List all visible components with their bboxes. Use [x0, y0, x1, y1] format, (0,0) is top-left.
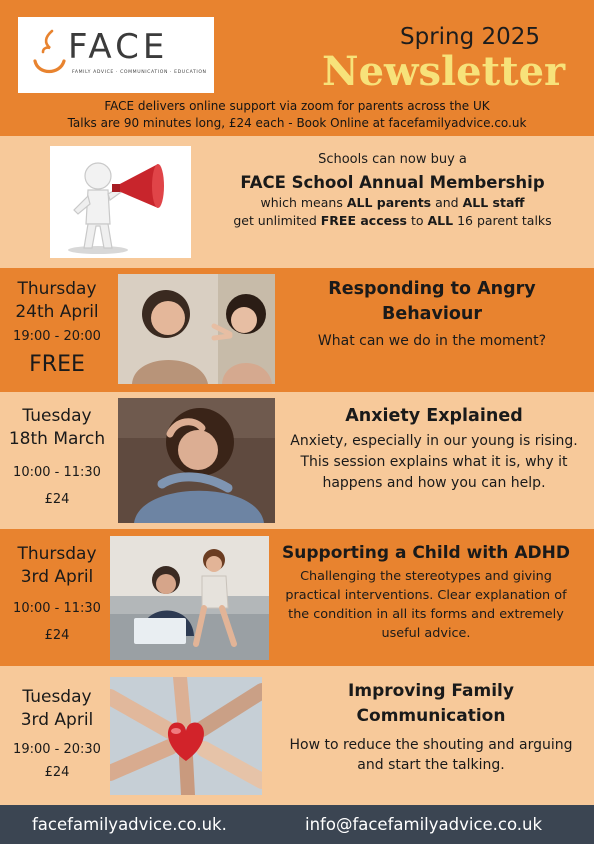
logo-wordmark: FACE [68, 27, 169, 67]
event-angry-behaviour [0, 268, 594, 392]
face-logo-icon [30, 27, 70, 87]
event-title: Supporting a Child with ADHD [282, 543, 570, 563]
megaphone-figure-image [50, 146, 191, 258]
event-title: Improving Family Communication [348, 681, 514, 726]
event-date-block [0, 278, 114, 377]
event-date-block [0, 543, 114, 643]
event-title: Responding to Angry Behaviour [328, 279, 536, 324]
event-time: 10:00 - 11:30 [13, 601, 101, 616]
event-price: FREE [29, 352, 85, 377]
event-description: How to reduce the shouting and arguing and start the talking. [289, 737, 573, 773]
angry-child-photo [118, 274, 275, 384]
event-time: 19:00 - 20:00 [13, 329, 101, 344]
event-copy [284, 406, 584, 494]
event-date: 3rd April [20, 567, 94, 587]
event-price: £24 [44, 628, 70, 643]
tagline-line-1: FACE delivers online support via zoom for parents across the UK [104, 99, 490, 113]
event-day: Thursday [17, 279, 97, 299]
event-copy [288, 679, 574, 775]
membership-intro: Schools can now buy a [318, 152, 467, 167]
photo-icon [110, 536, 269, 660]
event-description: What can we do in the moment? [317, 333, 547, 349]
event-description: Challenging the stereotypes and giving practical interventions. Clear explanation of the condition in all its forms and extremely useful advice. [285, 569, 567, 641]
adhd-child-photo [110, 536, 269, 660]
heart-icon [110, 677, 262, 795]
event-day: Tuesday [22, 406, 92, 426]
event-title: Anxiety Explained [345, 406, 523, 426]
event-anxiety-explained [0, 392, 594, 529]
email-link[interactable]: info@facefamilyadvice.co.uk [305, 815, 543, 834]
membership-text [205, 152, 580, 228]
photo-icon [118, 274, 275, 384]
hands-heart-photo [110, 677, 262, 795]
event-date: 3rd April [20, 710, 94, 730]
event-description: Anxiety, especially in our young is rising. This session explains what it is, why it happens and how you can help. [290, 433, 578, 491]
face-logo [18, 17, 214, 93]
membership-line-4: get unlimited FREE access to ALL 16 parent talks [233, 213, 552, 228]
logo-tagline: FAMILY ADVICE · COMMUNICATION · EDUCATION [72, 70, 207, 75]
photo-icon [118, 398, 275, 523]
event-date-block [0, 405, 114, 507]
event-copy [278, 543, 574, 643]
event-family-communication [0, 666, 594, 805]
membership-band [0, 136, 594, 268]
membership-heading: FACE School Annual Membership [240, 173, 545, 192]
event-adhd [0, 529, 594, 666]
event-date: 18th March [8, 429, 106, 449]
event-day: Tuesday [22, 687, 92, 707]
newsletter-title: Newsletter [322, 48, 566, 95]
megaphone-icon [50, 146, 191, 258]
footer-band [0, 805, 594, 844]
anxious-woman-photo [118, 398, 275, 523]
event-price: £24 [44, 492, 70, 507]
season-label: Spring 2025 [400, 24, 541, 50]
event-date: 24th April [15, 302, 99, 322]
website-link[interactable]: facefamilyadvice.co.uk. [32, 815, 227, 834]
event-time: 19:00 - 20:30 [13, 742, 101, 757]
event-price: £24 [44, 765, 70, 780]
event-day: Thursday [17, 544, 97, 564]
event-time: 10:00 - 11:30 [13, 465, 101, 480]
event-date-block [0, 686, 114, 780]
membership-line-3: which means ALL parents and ALL staff [260, 195, 525, 210]
tagline-line-2: Talks are 90 minutes long, £24 each - Book Online at facefamilyadvice.co.uk [67, 116, 527, 130]
header-band [0, 0, 594, 136]
event-copy [290, 277, 574, 349]
